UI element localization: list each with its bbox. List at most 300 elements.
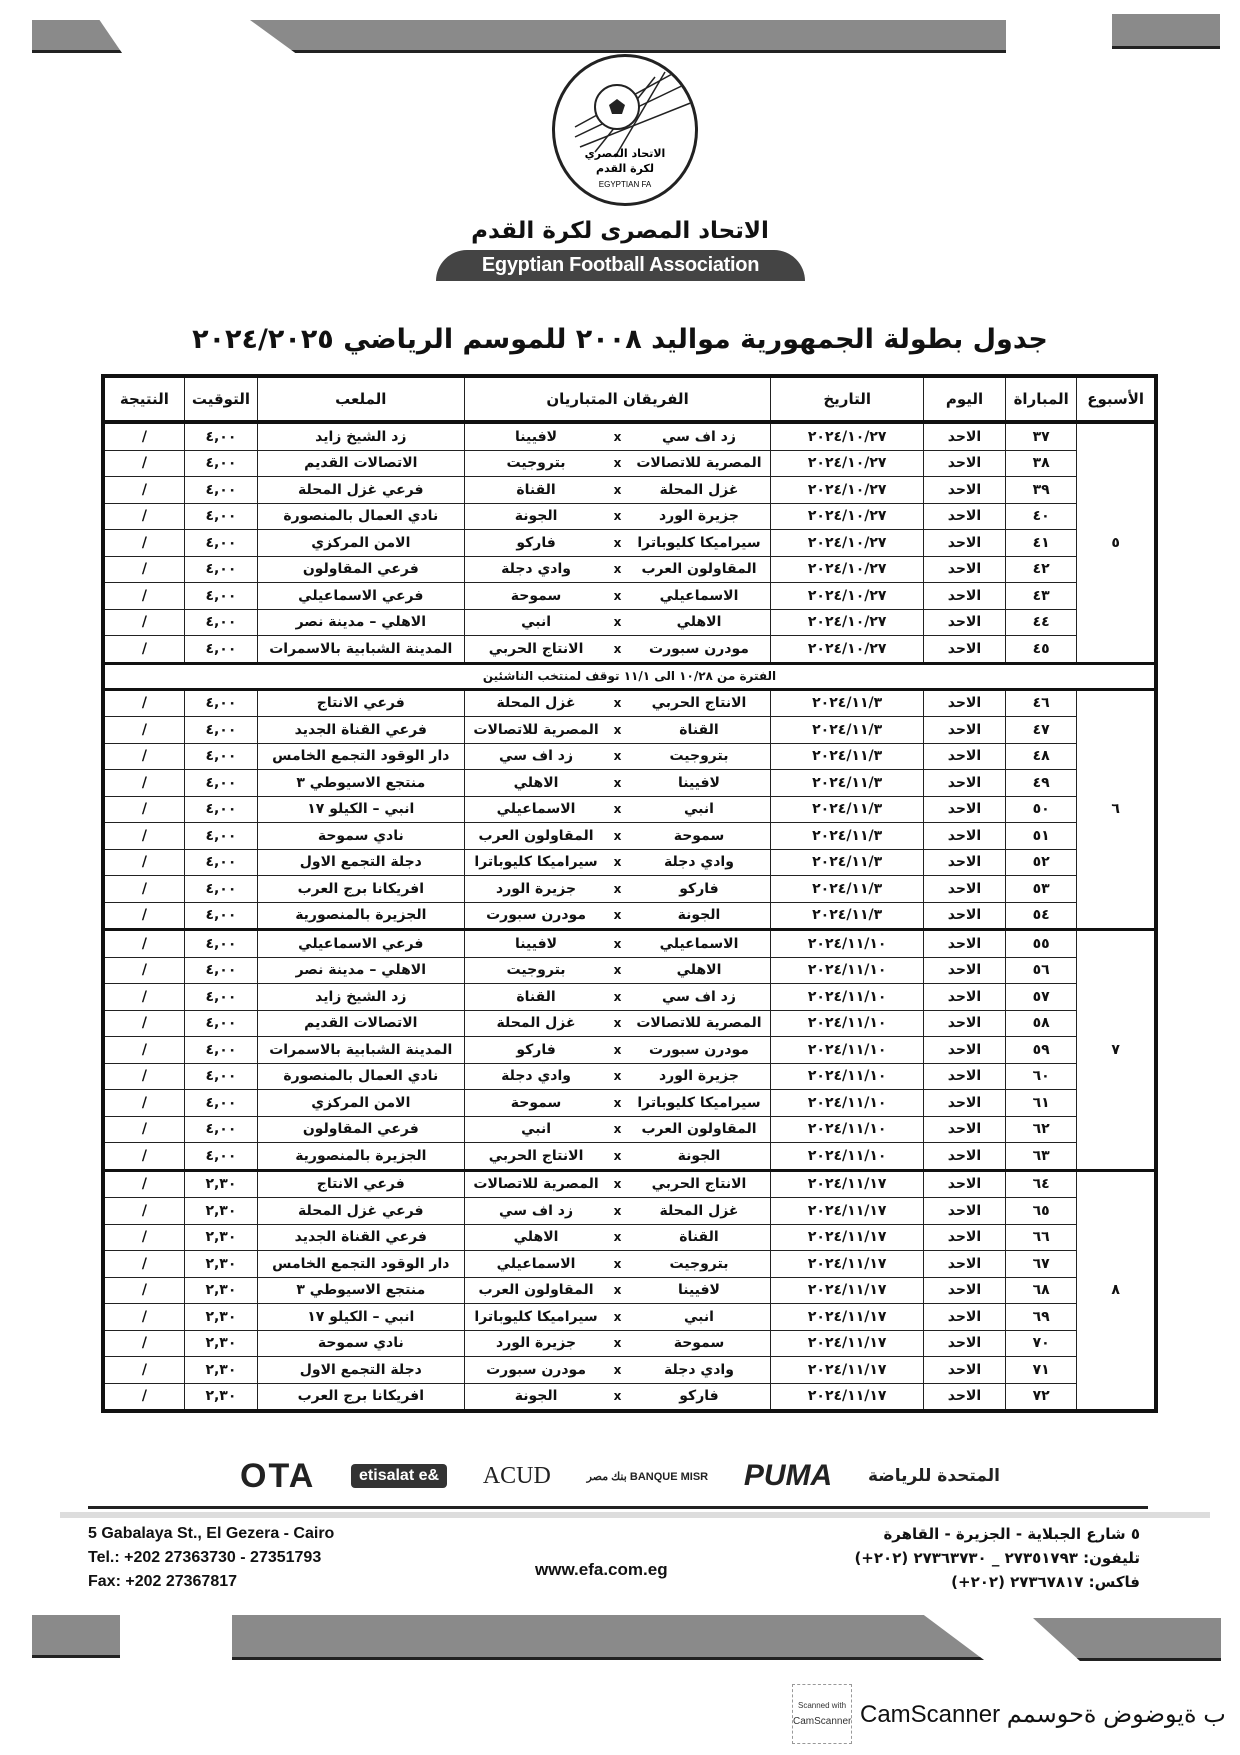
match-date: ٢٠٢٤/١١/١٧ — [771, 1330, 923, 1357]
kickoff-time: ٢,٣٠ — [184, 1251, 257, 1278]
match-day: الاحد — [923, 1090, 1005, 1117]
match-date: ٢٠٢٤/١١/٣ — [771, 876, 923, 903]
table-row — [103, 1143, 1156, 1171]
result: / — [103, 583, 184, 610]
match-number: ٦٥ — [1006, 1198, 1077, 1225]
match-number: ٦٢ — [1006, 1116, 1077, 1143]
venue: الجزيرة بالمنصورية — [258, 902, 465, 930]
table-row — [103, 583, 1156, 610]
away-team: المصرية للاتصالات — [473, 1176, 599, 1193]
week-number: ٥ — [1077, 422, 1156, 663]
match-date: ٢٠٢٤/١١/١٠ — [771, 1143, 923, 1171]
kickoff-time: ٤,٠٠ — [184, 930, 257, 958]
kickoff-time: ٤,٠٠ — [184, 1090, 257, 1117]
result: / — [103, 1170, 184, 1198]
table-row — [103, 849, 1156, 876]
away-team: انبي — [521, 614, 552, 631]
table-row — [103, 876, 1156, 903]
week-number: ٧ — [1077, 930, 1156, 1171]
result: / — [103, 717, 184, 744]
kickoff-time: ٢,٣٠ — [184, 1170, 257, 1198]
versus-mark: x — [613, 1069, 622, 1084]
match-number: ٤٥ — [1006, 636, 1077, 664]
venue: فرعي الاسماعيلي — [258, 930, 465, 958]
home-team: مودرن سبورت — [649, 640, 749, 657]
fax: Fax: +202 27367817 — [88, 1573, 238, 1590]
match-day: الاحد — [923, 1357, 1005, 1384]
result: / — [103, 1063, 184, 1090]
match-date: ٢٠٢٤/١٠/٢٧ — [771, 530, 923, 557]
camscanner-badge-bottom: CamScanner — [793, 1716, 852, 1727]
home-team: الاسماعيلي — [659, 935, 739, 952]
match-date: ٢٠٢٤/١١/١٠ — [771, 1010, 923, 1037]
versus-mark: x — [613, 802, 622, 817]
sponsor-acud-logo: ACUD — [482, 1462, 551, 1489]
org-name-english: Egyptian Football Association — [436, 250, 805, 281]
kickoff-time: ٤,٠٠ — [184, 609, 257, 636]
versus-mark: x — [613, 509, 622, 524]
match-date: ٢٠٢٤/١٠/٢٧ — [771, 609, 923, 636]
away-team: انبي — [521, 1121, 552, 1138]
kickoff-time: ٤,٠٠ — [184, 984, 257, 1011]
kickoff-time: ٤,٠٠ — [184, 902, 257, 930]
match-date: ٢٠٢٤/١١/١٧ — [771, 1251, 923, 1278]
teams — [464, 1383, 771, 1411]
match-number: ٣٧ — [1006, 422, 1077, 450]
header-bar-right — [1112, 14, 1220, 49]
kickoff-time: ٤,٠٠ — [184, 422, 257, 450]
match-day: الاحد — [923, 743, 1005, 770]
away-team: القناة — [516, 988, 556, 1005]
match-day: الاحد — [923, 1037, 1005, 1064]
match-number: ٥٤ — [1006, 902, 1077, 930]
kickoff-time: ٤,٠٠ — [184, 1143, 257, 1171]
away-team: سيراميكا كليوباترا — [474, 854, 598, 871]
away-team: زد اف سي — [499, 1202, 574, 1219]
versus-mark: x — [613, 1042, 622, 1057]
away-team: وادي دجلة — [501, 561, 571, 578]
result: / — [103, 770, 184, 797]
match-number: ٦٤ — [1006, 1170, 1077, 1198]
match-day: الاحد — [923, 770, 1005, 797]
kickoff-time: ٢,٣٠ — [184, 1304, 257, 1331]
venue: الجزيرة بالمنصورية — [258, 1143, 465, 1171]
match-date: ٢٠٢٤/١١/١٠ — [771, 957, 923, 984]
schedule-table — [101, 374, 1158, 1413]
table-header-row — [103, 376, 1156, 422]
table-row — [103, 1116, 1156, 1143]
home-team: لافيينا — [677, 1282, 720, 1299]
venue: زد الشيخ زايد — [258, 984, 465, 1011]
match-date: ٢٠٢٤/١٠/٢٧ — [771, 636, 923, 664]
result: / — [103, 556, 184, 583]
result: / — [103, 1383, 184, 1411]
match-day: الاحد — [923, 876, 1005, 903]
home-team: فاركو — [679, 1388, 719, 1405]
match-date: ٢٠٢٤/١١/٣ — [771, 770, 923, 797]
teams — [464, 1170, 771, 1198]
result: / — [103, 823, 184, 850]
versus-mark: x — [613, 456, 622, 471]
home-team: الانتاج الحربي — [651, 1176, 747, 1193]
versus-mark: x — [613, 1122, 622, 1137]
home-team: الاهلي — [676, 962, 722, 979]
table-row — [103, 1277, 1156, 1304]
versus-mark: x — [613, 1309, 622, 1324]
teams — [464, 770, 771, 797]
home-team: غزل المحلة — [659, 481, 739, 498]
header-bar-left — [32, 20, 122, 53]
venue: فرعي المقاولون — [258, 556, 465, 583]
teams — [464, 957, 771, 984]
result: / — [103, 1116, 184, 1143]
kickoff-time: ٤,٠٠ — [184, 503, 257, 530]
versus-mark: x — [613, 562, 622, 577]
footer-bar-right — [1033, 1618, 1221, 1661]
venue: الاتصالات القديم — [258, 450, 465, 477]
table-row — [103, 422, 1156, 450]
match-date: ٢٠٢٤/١٠/٢٧ — [771, 556, 923, 583]
result: / — [103, 1277, 184, 1304]
kickoff-time: ٤,٠٠ — [184, 849, 257, 876]
home-team: المصرية للاتصالات — [636, 455, 762, 472]
venue: المدينة الشبابية بالاسمرات — [258, 1037, 465, 1064]
teams — [464, 583, 771, 610]
result: / — [103, 1251, 184, 1278]
table-row — [103, 530, 1156, 557]
home-team: وادي دجلة — [664, 1361, 734, 1378]
table-row — [103, 1063, 1156, 1090]
away-team: لافيينا — [515, 428, 558, 445]
versus-mark: x — [613, 1389, 622, 1404]
result: / — [103, 849, 184, 876]
table-row — [103, 957, 1156, 984]
versus-mark: x — [613, 828, 622, 843]
home-team: لافيينا — [677, 774, 720, 791]
away-team: الاهلي — [513, 774, 559, 791]
teams — [464, 823, 771, 850]
versus-mark: x — [613, 429, 622, 444]
table-row — [103, 984, 1156, 1011]
sponsor-ota-logo: OTA — [240, 1456, 316, 1495]
versus-mark: x — [613, 1148, 622, 1163]
match-day: الاحد — [923, 717, 1005, 744]
match-day: الاحد — [923, 1277, 1005, 1304]
match-date: ٢٠٢٤/١٠/٢٧ — [771, 477, 923, 504]
teams — [464, 636, 771, 664]
website-link[interactable]: www.efa.com.eg — [535, 1560, 668, 1579]
match-day: الاحد — [923, 1063, 1005, 1090]
match-day: الاحد — [923, 1330, 1005, 1357]
teams — [464, 1010, 771, 1037]
teams — [464, 743, 771, 770]
table-row — [103, 902, 1156, 930]
result: / — [103, 743, 184, 770]
kickoff-time: ٤,٠٠ — [184, 556, 257, 583]
table-row — [103, 743, 1156, 770]
away-team: سيراميكا كليوباترا — [474, 1308, 598, 1325]
table-row — [103, 1090, 1156, 1117]
teams — [464, 1116, 771, 1143]
kickoff-time: ٤,٠٠ — [184, 1037, 257, 1064]
result: / — [103, 957, 184, 984]
match-number: ٤٢ — [1006, 556, 1077, 583]
col-match: المباراة — [1006, 376, 1077, 422]
versus-mark: x — [613, 535, 622, 550]
address-english — [88, 1522, 334, 1594]
result: / — [103, 984, 184, 1011]
match-date: ٢٠٢٤/١١/١٠ — [771, 1063, 923, 1090]
match-number: ٤٦ — [1006, 689, 1077, 717]
result: / — [103, 609, 184, 636]
venue: نادي سموحة — [258, 1330, 465, 1357]
away-team: بتروجيت — [506, 455, 566, 472]
table-row — [103, 770, 1156, 797]
sponsor-etisalat-logo: etisalat e& — [351, 1464, 447, 1488]
teams — [464, 1330, 771, 1357]
result: / — [103, 876, 184, 903]
document-title: جدول بطولة الجمهورية مواليد ٢٠٠٨ للموسم الرياضي ٢٠٢٤/٢٠٢٥ — [192, 324, 1048, 355]
teams — [464, 530, 771, 557]
week-number: ٦ — [1077, 689, 1156, 930]
match-number: ٤٧ — [1006, 717, 1077, 744]
away-team: المقاولون العرب — [478, 827, 594, 844]
teams — [464, 1304, 771, 1331]
away-team: غزل المحلة — [496, 695, 576, 712]
match-number: ٥٩ — [1006, 1037, 1077, 1064]
sponsor-united-sports-logo: المتحدة للرياضة — [867, 1466, 1000, 1486]
home-team: زد اف سي — [661, 988, 736, 1005]
match-number: ٦١ — [1006, 1090, 1077, 1117]
result: / — [103, 930, 184, 958]
kickoff-time: ٤,٠٠ — [184, 876, 257, 903]
table-row — [103, 450, 1156, 477]
match-number: ٤٠ — [1006, 503, 1077, 530]
match-day: الاحد — [923, 796, 1005, 823]
week-number: ٨ — [1077, 1170, 1156, 1411]
teams — [464, 1198, 771, 1225]
match-number: ٥٦ — [1006, 957, 1077, 984]
home-team: المقاولون العرب — [641, 561, 757, 578]
svg-text:لكرة القدم: لكرة القدم — [596, 162, 654, 175]
result: / — [103, 1304, 184, 1331]
kickoff-time: ٤,٠٠ — [184, 796, 257, 823]
match-date: ٢٠٢٤/١٠/٢٧ — [771, 422, 923, 450]
versus-mark: x — [613, 1230, 622, 1245]
match-date: ٢٠٢٤/١١/١٧ — [771, 1224, 923, 1251]
table-row — [103, 503, 1156, 530]
kickoff-time: ٤,٠٠ — [184, 477, 257, 504]
away-team: فاركو — [516, 1041, 556, 1058]
match-day: الاحد — [923, 1143, 1005, 1171]
match-date: ٢٠٢٤/١١/١٠ — [771, 1037, 923, 1064]
venue: انبي – الكيلو ١٧ — [258, 796, 465, 823]
result: / — [103, 902, 184, 930]
teams — [464, 1277, 771, 1304]
venue: فرعي القناة الجديد — [258, 717, 465, 744]
match-date: ٢٠٢٤/١١/١٧ — [771, 1383, 923, 1411]
match-date: ٢٠٢٤/١١/٣ — [771, 689, 923, 717]
versus-mark: x — [613, 775, 622, 790]
versus-mark: x — [613, 1177, 622, 1192]
away-team: الانتاج الحربي — [488, 640, 584, 657]
kickoff-time: ٤,٠٠ — [184, 1116, 257, 1143]
match-number: ٦٠ — [1006, 1063, 1077, 1090]
org-name-arabic: الاتحاد المصرى لكرة القدم — [471, 218, 769, 244]
match-date: ٢٠٢٤/١١/١٠ — [771, 1090, 923, 1117]
teams — [464, 930, 771, 958]
venue: الاتصالات القديم — [258, 1010, 465, 1037]
versus-mark: x — [613, 936, 622, 951]
match-number: ٣٩ — [1006, 477, 1077, 504]
kickoff-time: ٢,٣٠ — [184, 1357, 257, 1384]
away-team: الانتاج الحربي — [488, 1147, 584, 1164]
match-day: الاحد — [923, 984, 1005, 1011]
teams — [464, 609, 771, 636]
match-number: ٦٧ — [1006, 1251, 1077, 1278]
footer-divider-shadow — [60, 1512, 1210, 1518]
match-number: ٥٠ — [1006, 796, 1077, 823]
versus-mark: x — [613, 1203, 622, 1218]
match-date: ٢٠٢٤/١١/١٧ — [771, 1304, 923, 1331]
venue: الامن المركزي — [258, 530, 465, 557]
match-day: الاحد — [923, 1198, 1005, 1225]
kickoff-time: ٤,٠٠ — [184, 530, 257, 557]
address-line-ar: ٥ شارع الجبلاية - الجزيرة - القاهرة — [883, 1525, 1140, 1543]
versus-mark: x — [613, 696, 622, 711]
venue: فرعي المقاولون — [258, 1116, 465, 1143]
versus-mark: x — [613, 722, 622, 737]
telephone-ar: تليفون: ٢٧٣٥١٧٩٣ _ ٢٧٣٦٣٧٣٠ (٢٠٢+) — [854, 1549, 1140, 1567]
svg-text:الاتحاد المصري: الاتحاد المصري — [584, 147, 666, 160]
away-team: جزيرة الورد — [496, 880, 577, 897]
versus-mark: x — [613, 963, 622, 978]
home-team: انبي — [684, 1308, 714, 1325]
versus-mark: x — [613, 989, 622, 1004]
home-team: الجونة — [677, 1147, 721, 1164]
match-day: الاحد — [923, 609, 1005, 636]
match-day: الاحد — [923, 503, 1005, 530]
table-row — [103, 1383, 1156, 1411]
kickoff-time: ٢,٣٠ — [184, 1277, 257, 1304]
venue: دار الوقود التجمع الخامس — [258, 743, 465, 770]
table-row — [103, 689, 1156, 717]
header-bar-center — [250, 20, 1006, 53]
match-date: ٢٠٢٤/١١/٣ — [771, 743, 923, 770]
table-row — [103, 1037, 1156, 1064]
match-day: الاحد — [923, 450, 1005, 477]
match-number: ٥١ — [1006, 823, 1077, 850]
result: / — [103, 1198, 184, 1225]
home-team: المقاولون العرب — [641, 1121, 757, 1138]
kickoff-time: ٤,٠٠ — [184, 1010, 257, 1037]
result: / — [103, 477, 184, 504]
kickoff-time: ٤,٠٠ — [184, 583, 257, 610]
home-team: غزل المحلة — [659, 1202, 739, 1219]
away-team: لافيينا — [515, 935, 558, 952]
match-number: ٦٦ — [1006, 1224, 1077, 1251]
table-row — [103, 1330, 1156, 1357]
home-team: الجونة — [677, 907, 721, 924]
venue: نادي العمال بالمنصورة — [258, 503, 465, 530]
match-day: الاحد — [923, 422, 1005, 450]
table-row — [103, 636, 1156, 664]
camscanner-badge-top: Scanned with — [797, 1701, 847, 1710]
teams — [464, 1224, 771, 1251]
venue: منتجع الاسيوطي ٣ — [258, 770, 465, 797]
address-line: 5 Gabalaya St., El Gezera - Cairo — [88, 1525, 335, 1542]
match-date: ٢٠٢٤/١١/٣ — [771, 823, 923, 850]
kickoff-time: ٢,٣٠ — [184, 1330, 257, 1357]
away-team: بتروجيت — [506, 962, 566, 979]
table-row — [103, 796, 1156, 823]
match-day: الاحد — [923, 1304, 1005, 1331]
efa-logo — [552, 54, 698, 206]
versus-mark: x — [613, 615, 622, 630]
table-row — [103, 556, 1156, 583]
match-date: ٢٠٢٤/١١/٣ — [771, 717, 923, 744]
table-row — [103, 609, 1156, 636]
venue: فرعي غزل المحلة — [258, 477, 465, 504]
match-date: ٢٠٢٤/١١/١٧ — [771, 1198, 923, 1225]
match-day: الاحد — [923, 849, 1005, 876]
teams — [464, 1063, 771, 1090]
venue: الاهلي – مدينة نصر — [258, 957, 465, 984]
venue: فرعي غزل المحلة — [258, 1198, 465, 1225]
away-team: الاسماعيلي — [496, 801, 576, 818]
home-team: سموحة — [673, 1335, 725, 1352]
teams — [464, 477, 771, 504]
match-day: الاحد — [923, 1116, 1005, 1143]
venue: فرعي الانتاج — [258, 689, 465, 717]
versus-mark: x — [613, 908, 622, 923]
versus-mark: x — [613, 855, 622, 870]
match-day: الاحد — [923, 636, 1005, 664]
kickoff-time: ٤,٠٠ — [184, 450, 257, 477]
home-team: الاسماعيلي — [659, 587, 739, 604]
footer-bar-left — [32, 1615, 120, 1658]
home-team: فاركو — [679, 880, 719, 897]
match-number: ٥٨ — [1006, 1010, 1077, 1037]
home-team: انبي — [684, 801, 714, 818]
camscanner-watermark — [792, 1684, 1226, 1744]
home-team: وادي دجلة — [664, 854, 734, 871]
home-team: بتروجيت — [669, 1255, 729, 1272]
away-team: سموحة — [510, 587, 562, 604]
teams — [464, 849, 771, 876]
away-team: المقاولون العرب — [478, 1282, 594, 1299]
result: / — [103, 450, 184, 477]
kickoff-time: ٤,٠٠ — [184, 770, 257, 797]
match-number: ٧٢ — [1006, 1383, 1077, 1411]
match-date: ٢٠٢٤/١٠/٢٧ — [771, 503, 923, 530]
venue: نادي العمال بالمنصورة — [258, 1063, 465, 1090]
col-time: التوقيت — [184, 376, 257, 422]
venue: منتجع الاسيوطي ٣ — [258, 1277, 465, 1304]
match-number: ٤٩ — [1006, 770, 1077, 797]
table-row — [103, 1251, 1156, 1278]
match-date: ٢٠٢٤/١١/١٧ — [771, 1357, 923, 1384]
home-team: الانتاج الحربي — [651, 695, 747, 712]
home-team: مودرن سبورت — [649, 1041, 749, 1058]
kickoff-time: ٤,٠٠ — [184, 743, 257, 770]
match-date: ٢٠٢٤/١١/٣ — [771, 849, 923, 876]
kickoff-time: ٢,٣٠ — [184, 1383, 257, 1411]
venue: دار الوقود التجمع الخامس — [258, 1251, 465, 1278]
result: / — [103, 1037, 184, 1064]
teams — [464, 422, 771, 450]
table-row — [103, 930, 1156, 958]
